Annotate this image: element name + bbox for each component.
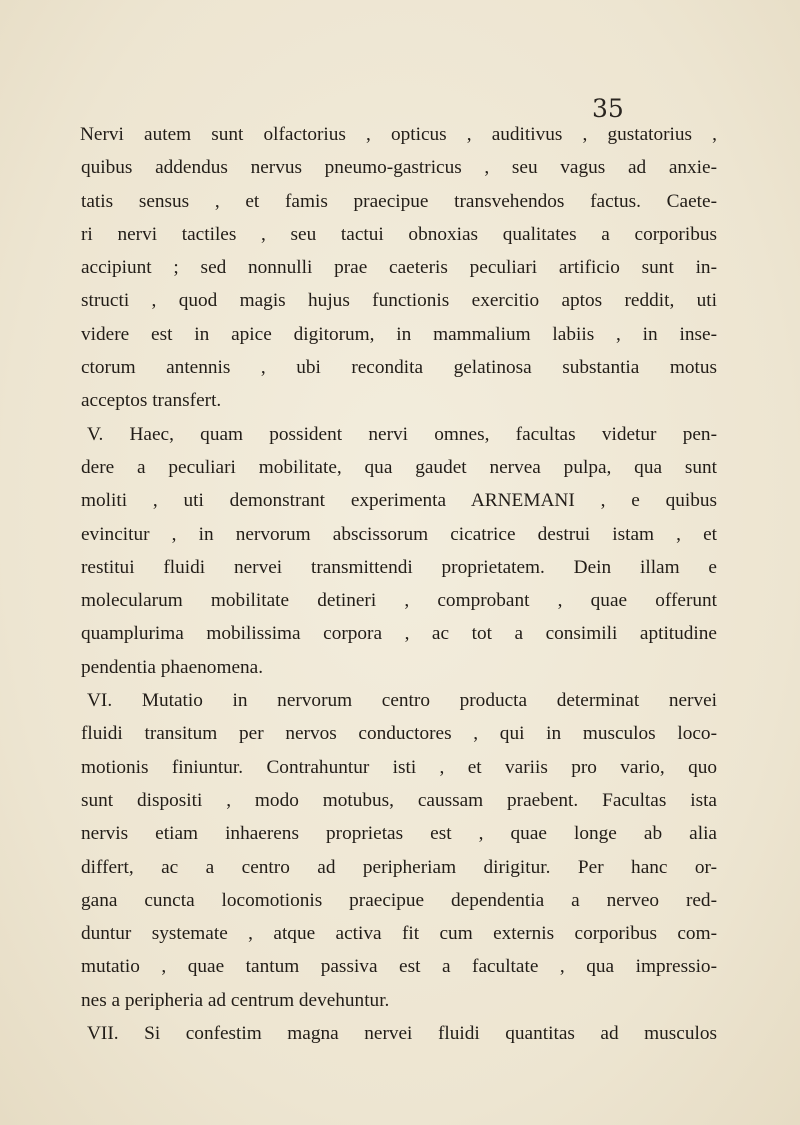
text-line: molecularum mobilitate detineri , comprobant , quae offerunt	[81, 590, 717, 612]
text-line: restitui fluidi nervei transmittendi proprietatem. Dein illam e	[81, 556, 717, 578]
text-line: sunt dispositi , modo motubus, caussam praebent. Facultas ista	[81, 789, 717, 811]
text-line: structi , quod magis hujus functionis exercitio aptos reddit, uti	[81, 290, 717, 312]
text-line: mutatio , quae tantum passiva est a facultate , qua impressio-	[81, 956, 717, 978]
text-line: acceptos transfert.	[81, 390, 222, 412]
text-line: quibus addendus nervus pneumo-gastricus , seu vagus ad anxie-	[81, 157, 717, 179]
text-line: accipiunt ; sed nonnulli prae caeteris peculiari artificio sunt in-	[81, 257, 717, 279]
paragraph-start-line: VII. Si confestim magna nervei fluidi quantitas ad musculos	[87, 1023, 717, 1045]
text-line: tatis sensus , et famis praecipue transvehendos factus. Caete-	[81, 190, 717, 212]
text-line: evincitur , in nervorum abscissorum cicatrice destrui istam , et	[81, 523, 717, 545]
text-line: pendentia phaenomena.	[81, 656, 264, 678]
text-line: differt, ac a centro ad peripheriam dirigitur. Per hanc or-	[81, 856, 717, 878]
text-line: Nervi autem sunt olfactorius , opticus , auditivus , gustatorius ,	[80, 124, 717, 145]
text-line: quamplurima mobilissima corpora , ac tot a consimili aptitudine	[81, 623, 717, 645]
text-line: fluidi transitum per nervos conductores , qui in musculos loco-	[81, 723, 717, 745]
text-line: dere a peculiari mobilitate, qua gaudet nervea pulpa, qua sunt	[81, 456, 717, 478]
text-line: gana cuncta locomotionis praecipue dependentia a nerveo red-	[81, 889, 717, 911]
paragraph-start-line: VI. Mutatio in nervorum centro producta determinat nervei	[87, 690, 717, 712]
text-line: moliti , uti demonstrant experimenta ARNEMANI , e quibus	[81, 490, 717, 512]
text-line: videre est in apice digitorum, in mammalium labiis , in inse-	[81, 323, 717, 345]
text-line: motionis finiuntur. Contrahuntur isti , et variis pro vario, quo	[81, 756, 717, 778]
body-text	[81, 118, 717, 1050]
page-number: 35	[592, 94, 624, 123]
paragraph-start-line: V. Haec, quam possident nervi omnes, facultas videtur pen-	[87, 423, 717, 445]
text-line: nervis etiam inhaerens proprietas est , quae longe ab alia	[81, 823, 717, 845]
text-line: ctorum antennis , ubi recondita gelatinosa substantia motus	[81, 357, 717, 379]
text-line: nes a peripheria ad centrum devehuntur.	[81, 989, 390, 1011]
text-line: ri nervi tactiles , seu tactui obnoxias qualitates a corporibus	[81, 223, 717, 245]
text-line: duntur systemate , atque activa fit cum externis corporibus com-	[81, 923, 717, 945]
